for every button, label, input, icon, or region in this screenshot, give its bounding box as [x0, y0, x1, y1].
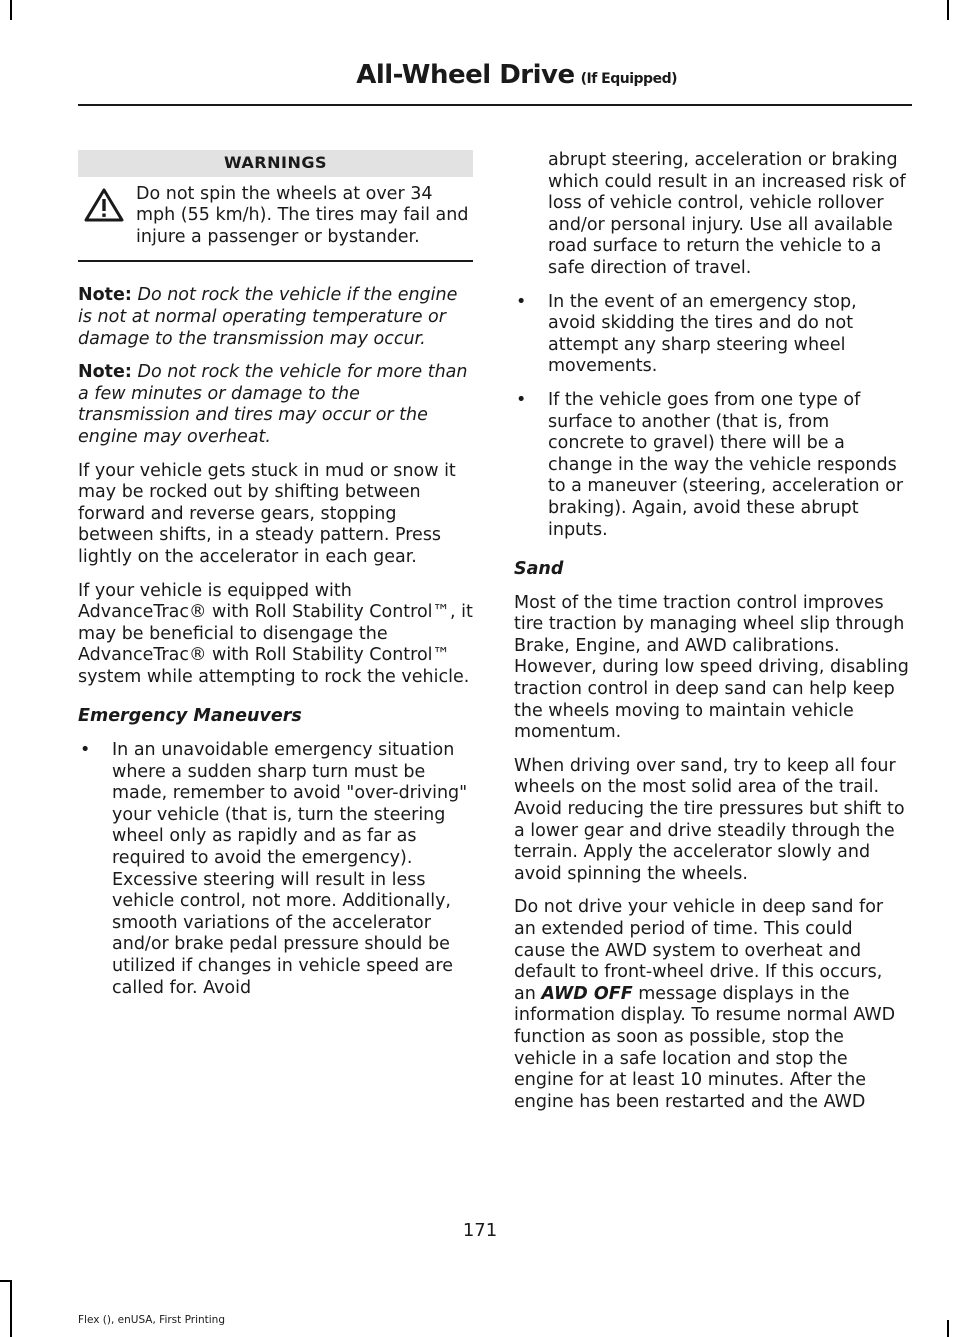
body-paragraph: If your vehicle is equipped with AdvanceTrac® with Roll Stability Control™, it may be beneficial to disengage the AdvanceTrac® with Roll Stability Control™ system while attempting to rock the vehicle.: [78, 580, 473, 687]
bullet-marker: •: [516, 291, 527, 312]
crop-mark: [10, 1280, 12, 1337]
body-paragraph: [514, 897, 909, 1113]
list-item: [514, 292, 909, 378]
page-title: [356, 60, 677, 90]
note-label: Note:: [78, 285, 132, 306]
note-text: Do not rock the vehicle if the engine is not at normal operating temperature or damage to the transmission may occur.: [78, 285, 458, 349]
warning-triangle-icon: [78, 184, 136, 249]
body-text: message displays in the information display. To resume normal AWD function as soon as possible, stop the vehicle in a safe location and stop the engine for at least 10 minutes. After the engine has been restarted and the AWD: [514, 983, 896, 1112]
note-text: Do not rock the vehicle for more than a few minutes or damage to the transmission and tires may occur or the engine may overheat.: [78, 362, 468, 447]
page-subtitle: (If Equipped): [580, 71, 677, 87]
list-item: [514, 390, 909, 541]
bullet-list: [514, 150, 909, 541]
warning-box: [78, 184, 473, 263]
body-paragraph: If your vehicle gets stuck in mud or snow it may be rocked out by shifting between forward and reverse gears, stopping between shifts, in a steady pattern. Press lightly on the accelerator in each gear.: [78, 460, 456, 567]
warning-text: Do not spin the wheels at over 34 mph (55 km/h). The tires may fail and injure a passenger or bystander.: [136, 183, 469, 247]
list-item-text: In an unavoidable emergency situation where a sudden sharp turn must be made, remember to avoid "over-driving" your vehicle (that is, turn the steering wheel only as rapidly and as far as required to avoid the emergency). Excessive steering will result in less vehicle control, not more. Additionally, smooth variations of the accelerator and/or brake pedal pressure should be utilized if changes in vehicle speed are called for. Avoid: [112, 740, 468, 998]
right-column: [514, 150, 909, 1125]
bullet-list: [78, 740, 473, 999]
section-heading-sand: Sand: [514, 559, 564, 580]
footer-text: Flex (), enUSA, First Printing: [78, 1314, 225, 1326]
body-text: Do not drive your vehicle in deep sand for an extended period of time. This could cause the AWD system to overheat and default to front-wheel drive. If this occurs, an: [514, 897, 884, 1004]
list-item-text: If the vehicle goes from one type of surface to another (that is, from concrete to gravel) there will be a change in the way the vehicle responds to a maneuver (steering, acceleration or braking). Again, avoid these abrupt inputs.: [548, 389, 904, 540]
list-item-text: abrupt steering, acceleration or braking which could result in an increased risk of loss of vehicle control, vehicle rollover and/or personal injury. Use all available road surface to return the vehicle to a safe direction of travel.: [548, 150, 906, 278]
crop-mark: [947, 0, 949, 20]
body-paragraph: Most of the time traction control improves tire traction by managing wheel slip through Brake, Engine, and AWD calibrations. However, during low speed driving, disabling traction control in deep sand can help keep the wheels moving to maintain vehicle momentum.: [514, 592, 909, 743]
warnings-heading: WARNINGS: [78, 150, 473, 177]
section-heading-emergency-maneuvers: Emergency Maneuvers: [78, 706, 302, 727]
note-paragraph: [78, 285, 473, 350]
left-column: [78, 150, 473, 1011]
bullet-marker: •: [80, 740, 91, 761]
note-label: Note:: [78, 362, 132, 383]
page-number: 171: [462, 1220, 498, 1241]
crop-mark: [10, 0, 12, 20]
awd-off-message: AWD OFF: [541, 983, 633, 1004]
crop-mark: [947, 1320, 949, 1337]
body-paragraph: When driving over sand, try to keep all four wheels on the most solid area of the trail. Avoid reducing the tire pressures but shift to a lower gear and drive steadily through the terrain. Apply the accelerator slowly and avoid spinning the wheels.: [514, 755, 905, 884]
page-title-text: All-Wheel Drive: [356, 60, 575, 90]
note-paragraph: [78, 362, 473, 448]
crop-mark: [0, 1280, 12, 1282]
list-item-continued: [514, 150, 909, 280]
list-item: [78, 740, 473, 999]
bullet-marker: •: [516, 389, 527, 410]
header-divider: [78, 104, 912, 106]
list-item-text: In the event of an emergency stop, avoid skidding the tires and do not attempt any sharp steering wheel movements.: [548, 291, 857, 377]
